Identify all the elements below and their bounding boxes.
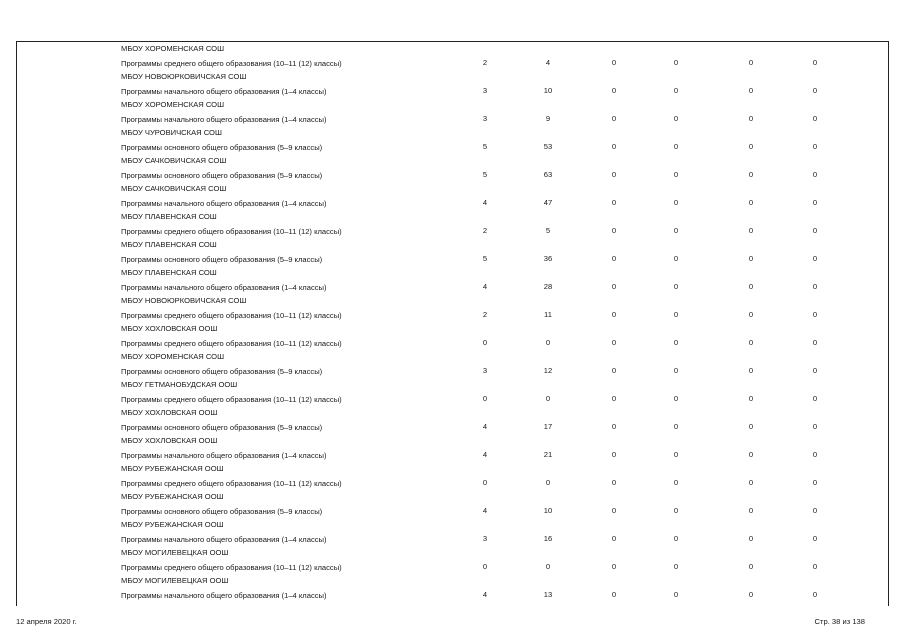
table-row	[17, 294, 888, 322]
school-name: МБОУ ХОРОМЕНСКАЯ СОШ	[121, 100, 225, 109]
school-name: МБОУ ЧУРОВИЧСКАЯ СОШ	[121, 128, 222, 137]
table-row	[17, 154, 888, 182]
program-name: Программы основного общего образования (5–9 классы)	[121, 367, 323, 376]
report-table	[16, 41, 889, 606]
value-cell: 0	[748, 114, 754, 123]
program-name: Программы среднего общего образования (10–11 (12) классы)	[121, 311, 342, 320]
program-name: Программы основного общего образования (5–9 классы)	[121, 507, 323, 516]
value-cell: 0	[611, 310, 617, 319]
value-cell: 13	[543, 590, 553, 599]
value-cell: 0	[673, 366, 679, 375]
value-cell: 0	[812, 590, 818, 599]
value-cell: 10	[543, 506, 553, 515]
school-name: МБОУ ХОХЛОВСКАЯ ООШ	[121, 436, 218, 445]
program-name: Программы начального общего образования (1–4 классы)	[121, 451, 327, 460]
program-name: Программы основного общего образования (5–9 классы)	[121, 423, 323, 432]
value-cell: 0	[545, 394, 551, 403]
value-cell: 5	[482, 254, 488, 263]
table-row	[17, 266, 888, 294]
table-row	[17, 210, 888, 238]
value-cell: 9	[545, 114, 551, 123]
value-cell: 0	[673, 310, 679, 319]
value-cell: 0	[673, 226, 679, 235]
table-row	[17, 350, 888, 378]
school-name: МБОУ САЧКОВИЧСКАЯ СОШ	[121, 184, 227, 193]
school-name: МБОУ РУБЕЖАНСКАЯ ООШ	[121, 492, 224, 501]
value-cell: 3	[482, 534, 488, 543]
value-cell: 0	[482, 562, 488, 571]
school-name: МБОУ ХОРОМЕНСКАЯ СОШ	[121, 44, 225, 53]
value-cell: 0	[611, 198, 617, 207]
value-cell: 0	[673, 562, 679, 571]
value-cell: 4	[482, 422, 488, 431]
value-cell: 0	[611, 226, 617, 235]
value-cell: 3	[482, 114, 488, 123]
value-cell: 0	[812, 506, 818, 515]
value-cell: 0	[673, 198, 679, 207]
value-cell: 0	[611, 86, 617, 95]
value-cell: 16	[543, 534, 553, 543]
value-cell: 0	[748, 394, 754, 403]
value-cell: 0	[812, 394, 818, 403]
table-row	[17, 490, 888, 518]
value-cell: 0	[812, 534, 818, 543]
value-cell: 4	[545, 58, 551, 67]
footer-date: 12 апреля 2020 г.	[16, 617, 77, 626]
value-cell: 0	[611, 562, 617, 571]
value-cell: 28	[543, 282, 553, 291]
value-cell: 0	[812, 478, 818, 487]
value-cell: 0	[748, 338, 754, 347]
value-cell: 0	[545, 338, 551, 347]
school-name: МБОУ МОГИЛЕВЕЦКАЯ ООШ	[121, 576, 229, 585]
footer-page-number: Стр. 38 из 138	[814, 617, 865, 626]
value-cell: 0	[673, 478, 679, 487]
value-cell: 0	[748, 310, 754, 319]
school-name: МБОУ ХОХЛОВСКАЯ ООШ	[121, 408, 218, 417]
table-row	[17, 406, 888, 434]
value-cell: 4	[482, 506, 488, 515]
value-cell: 0	[611, 282, 617, 291]
value-cell: 0	[812, 282, 818, 291]
value-cell: 21	[543, 450, 553, 459]
program-name: Программы среднего общего образования (10–11 (12) классы)	[121, 395, 342, 404]
value-cell: 0	[611, 142, 617, 151]
table-row	[17, 126, 888, 154]
program-name: Программы среднего общего образования (10–11 (12) классы)	[121, 563, 342, 572]
value-cell: 2	[482, 310, 488, 319]
table-row	[17, 574, 888, 602]
value-cell: 0	[673, 254, 679, 263]
school-name: МБОУ ПЛАВЕНСКАЯ СОШ	[121, 268, 217, 277]
value-cell: 2	[482, 58, 488, 67]
table-row	[17, 378, 888, 406]
value-cell: 0	[482, 394, 488, 403]
value-cell: 0	[482, 338, 488, 347]
value-cell: 5	[482, 170, 488, 179]
school-name: МБОУ САЧКОВИЧСКАЯ СОШ	[121, 156, 227, 165]
program-name: Программы среднего общего образования (10–11 (12) классы)	[121, 59, 342, 68]
value-cell: 2	[482, 226, 488, 235]
school-name: МБОУ МОГИЛЕВЕЦКАЯ ООШ	[121, 548, 229, 557]
value-cell: 0	[611, 254, 617, 263]
value-cell: 0	[611, 590, 617, 599]
program-name: Программы начального общего образования (1–4 классы)	[121, 591, 327, 600]
table-row	[17, 70, 888, 98]
value-cell: 0	[545, 478, 551, 487]
value-cell: 0	[673, 58, 679, 67]
table-row	[17, 518, 888, 546]
program-name: Программы основного общего образования (5–9 классы)	[121, 143, 323, 152]
school-name: МБОУ РУБЕЖАНСКАЯ ООШ	[121, 520, 224, 529]
value-cell: 0	[812, 338, 818, 347]
program-name: Программы начального общего образования (1–4 классы)	[121, 87, 327, 96]
program-name: Программы начального общего образования (1–4 классы)	[121, 199, 327, 208]
school-name: МБОУ ХОРОМЕНСКАЯ СОШ	[121, 352, 225, 361]
school-name: МБОУ ГЕТМАНОБУДСКАЯ ООШ	[121, 380, 238, 389]
value-cell: 53	[543, 142, 553, 151]
table-row	[17, 238, 888, 266]
school-name: МБОУ РУБЕЖАНСКАЯ ООШ	[121, 464, 224, 473]
school-name: МБОУ ХОХЛОВСКАЯ ООШ	[121, 324, 218, 333]
table-row	[17, 42, 888, 70]
school-name: МБОУ НОВОЮРКОВИЧСКАЯ СОШ	[121, 296, 247, 305]
value-cell: 0	[748, 366, 754, 375]
value-cell: 0	[545, 562, 551, 571]
value-cell: 0	[611, 58, 617, 67]
table-row	[17, 98, 888, 126]
value-cell: 0	[748, 198, 754, 207]
school-name: МБОУ ПЛАВЕНСКАЯ СОШ	[121, 240, 217, 249]
value-cell: 0	[482, 478, 488, 487]
value-cell: 0	[748, 86, 754, 95]
value-cell: 0	[748, 422, 754, 431]
table-row	[17, 322, 888, 350]
value-cell: 0	[673, 534, 679, 543]
value-cell: 17	[543, 422, 553, 431]
table-row	[17, 462, 888, 490]
value-cell: 0	[812, 198, 818, 207]
value-cell: 0	[673, 590, 679, 599]
value-cell: 0	[673, 422, 679, 431]
value-cell: 0	[812, 226, 818, 235]
value-cell: 0	[673, 114, 679, 123]
value-cell: 0	[748, 450, 754, 459]
value-cell: 0	[812, 170, 818, 179]
value-cell: 0	[812, 562, 818, 571]
value-cell: 0	[673, 170, 679, 179]
table-row	[17, 182, 888, 210]
value-cell: 0	[611, 338, 617, 347]
value-cell: 0	[611, 422, 617, 431]
value-cell: 0	[812, 142, 818, 151]
program-name: Программы начального общего образования (1–4 классы)	[121, 535, 327, 544]
value-cell: 4	[482, 198, 488, 207]
program-name: Программы основного общего образования (5–9 классы)	[121, 171, 323, 180]
program-name: Программы среднего общего образования (10–11 (12) классы)	[121, 339, 342, 348]
value-cell: 0	[748, 170, 754, 179]
value-cell: 0	[611, 170, 617, 179]
value-cell: 4	[482, 590, 488, 599]
value-cell: 11	[544, 310, 552, 319]
value-cell: 36	[543, 254, 553, 263]
school-name: МБОУ НОВОЮРКОВИЧСКАЯ СОШ	[121, 72, 247, 81]
value-cell: 0	[673, 394, 679, 403]
school-name: МБОУ ПЛАВЕНСКАЯ СОШ	[121, 212, 217, 221]
value-cell: 5	[545, 226, 551, 235]
value-cell: 5	[482, 142, 488, 151]
table-row	[17, 434, 888, 462]
value-cell: 0	[673, 86, 679, 95]
value-cell: 12	[543, 366, 553, 375]
value-cell: 10	[543, 86, 553, 95]
value-cell: 0	[748, 254, 754, 263]
value-cell: 0	[748, 58, 754, 67]
value-cell: 0	[812, 366, 818, 375]
value-cell: 4	[482, 450, 488, 459]
value-cell: 0	[812, 86, 818, 95]
value-cell: 3	[482, 366, 488, 375]
value-cell: 0	[611, 366, 617, 375]
value-cell: 0	[748, 478, 754, 487]
value-cell: 4	[482, 282, 488, 291]
value-cell: 0	[812, 254, 818, 263]
program-name: Программы начального общего образования (1–4 классы)	[121, 283, 327, 292]
value-cell: 0	[748, 142, 754, 151]
value-cell: 0	[611, 394, 617, 403]
value-cell: 0	[748, 226, 754, 235]
value-cell: 0	[812, 450, 818, 459]
value-cell: 0	[611, 534, 617, 543]
value-cell: 0	[812, 422, 818, 431]
value-cell: 47	[543, 198, 553, 207]
program-name: Программы начального общего образования (1–4 классы)	[121, 115, 327, 124]
value-cell: 0	[673, 142, 679, 151]
value-cell: 0	[748, 534, 754, 543]
value-cell: 0	[673, 282, 679, 291]
program-name: Программы среднего общего образования (10–11 (12) классы)	[121, 227, 342, 236]
value-cell: 3	[482, 86, 488, 95]
value-cell: 0	[812, 114, 818, 123]
value-cell: 0	[748, 282, 754, 291]
value-cell: 0	[748, 506, 754, 515]
value-cell: 0	[673, 338, 679, 347]
table-row	[17, 546, 888, 574]
value-cell: 0	[611, 506, 617, 515]
value-cell: 0	[748, 562, 754, 571]
value-cell: 0	[748, 590, 754, 599]
value-cell: 0	[673, 506, 679, 515]
value-cell: 0	[673, 450, 679, 459]
value-cell: 0	[812, 310, 818, 319]
value-cell: 0	[611, 478, 617, 487]
value-cell: 0	[611, 114, 617, 123]
value-cell: 0	[611, 450, 617, 459]
program-name: Программы среднего общего образования (10–11 (12) классы)	[121, 479, 342, 488]
value-cell: 63	[543, 170, 553, 179]
program-name: Программы основного общего образования (5–9 классы)	[121, 255, 323, 264]
value-cell: 0	[812, 58, 818, 67]
